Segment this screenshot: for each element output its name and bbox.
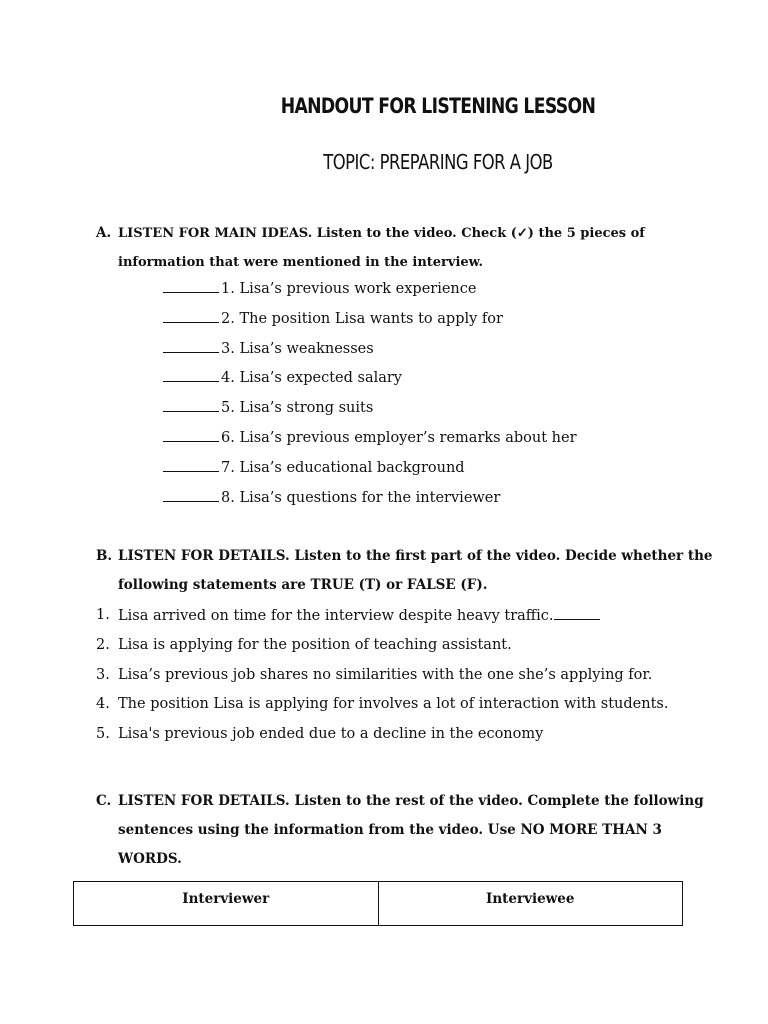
check-blank[interactable] [163,363,219,382]
section-b-letter: B. [96,548,113,564]
section-c-letter: C. [96,793,112,809]
dialog-table [73,881,683,926]
main-ideas-checklist [163,274,577,512]
section-b-heading [96,542,726,600]
statement-number: 2. [96,636,110,653]
true-false-statements [96,601,736,750]
check-blank[interactable] [163,423,219,442]
section-c-heading [96,787,726,874]
column-header-interviewer: Interviewer [74,882,379,926]
statement-text: Lisa's previous job ended due to a decline in the economy [118,726,544,743]
statement-text: The position Lisa is applying for involves a lot of interaction with students. [118,696,669,713]
handout-title: HANDOUT FOR LISTENING LESSON [280,94,596,118]
section-a-instruction: LISTEN FOR MAIN IDEAS. Listen to the video. Check (✓) the 5 pieces of information that were mentioned in the interview. [118,226,645,270]
section-b-instruction: LISTEN FOR DETAILS. Listen to the first part of the video. Decide whether the following statements are TRUE (T) or FALSE (F). [118,548,713,593]
statement-item [96,631,736,661]
checklist-item-text: 8. Lisa’s questions for the interviewer [221,489,501,506]
checklist-item [163,393,577,423]
checklist-item-text: 3. Lisa’s weaknesses [221,340,374,357]
answer-blank[interactable] [554,601,600,620]
checklist-item [163,334,577,364]
check-blank[interactable] [163,483,219,502]
statement-item [96,661,736,691]
section-a-heading [96,219,726,277]
statement-text: Lisa is applying for the position of teaching assistant. [118,636,512,653]
statement-number: 5. [96,726,110,743]
statement-item [96,690,736,720]
statement-item [96,601,736,631]
checklist-item-text: 7. Lisa’s educational background [221,459,465,476]
check-blank[interactable] [163,334,219,353]
checklist-item [163,483,577,513]
checklist-item-text: 4. Lisa’s expected salary [221,370,402,387]
checklist-item-text: 1. Lisa’s previous work experience [221,281,477,297]
checklist-item [163,363,577,393]
checklist-item-text: 5. Lisa’s strong suits [221,400,374,417]
checklist-item [163,274,577,304]
statement-text: Lisa’s previous job shares no similarities with the one she’s applying for. [118,666,653,683]
checklist-item [163,453,577,483]
checklist-item-text: 6. Lisa’s previous employer’s remarks about her [221,429,577,446]
checklist-item-text: 2. The position Lisa wants to apply for [221,310,503,327]
statement-text: Lisa arrived on time for the interview despite heavy traffic. [118,608,554,624]
statement-number: 4. [96,696,110,713]
check-blank[interactable] [163,274,219,293]
statement-item [96,720,736,750]
section-a-letter: A. [96,225,112,241]
statement-number: 1. [96,607,110,623]
section-c-instruction: LISTEN FOR DETAILS. Listen to the rest of the video. Complete the following sentences using the information from the video. Use NO MORE THAN 3 WORDS. [118,793,704,867]
check-blank[interactable] [163,304,219,323]
column-header-interviewee: Interviewee [378,882,683,926]
checklist-item [163,423,577,453]
topic-subtitle: TOPIC: PREPARING FOR A JOB [323,150,553,174]
checklist-item [163,304,577,334]
statement-number: 3. [96,666,110,683]
check-blank[interactable] [163,453,219,472]
check-blank[interactable] [163,393,219,412]
